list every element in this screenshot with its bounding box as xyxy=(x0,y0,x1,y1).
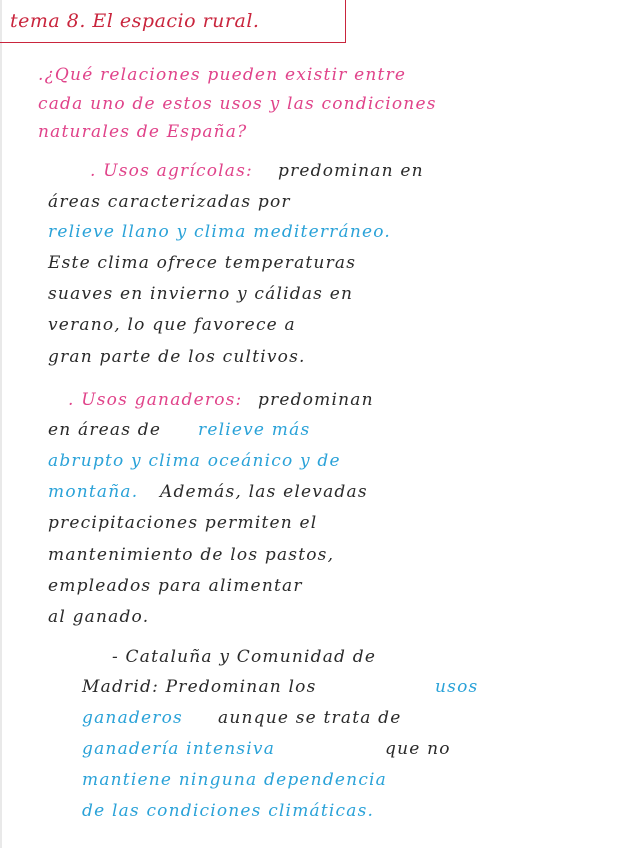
agricolas-line-1: predominan en xyxy=(278,161,424,181)
ganaderos-line-4a: montaña. xyxy=(48,482,139,502)
question-line-2: cada uno de estos usos y las condiciones xyxy=(38,94,437,114)
ganaderos-line-3: abrupto y clima oceánico y de xyxy=(48,451,341,471)
agricolas-line-7: gran parte de los cultivos. xyxy=(48,347,306,367)
cataluna-line-4b: que no xyxy=(385,739,451,759)
ganaderos-line-2a: en áreas de xyxy=(48,420,162,440)
ganaderos-line-4b: Además, las elevadas xyxy=(160,482,368,502)
cataluna-line-5: mantiene ninguna dependencia xyxy=(82,770,388,790)
cataluna-line-4a: ganadería intensiva xyxy=(82,739,276,759)
ganaderos-line-6: mantenimiento de los pastos, xyxy=(48,545,335,565)
question-line-3: naturales de España? xyxy=(38,122,248,142)
cataluna-line-2b: usos xyxy=(435,677,479,697)
agricolas-heading: . Usos agrícolas: xyxy=(90,161,253,181)
ganaderos-heading: . Usos ganaderos: xyxy=(68,390,243,410)
cataluna-line-3b: aunque se trata de xyxy=(218,708,402,728)
cataluna-line-2a: Madrid: Predominan los xyxy=(82,677,317,697)
ganaderos-line-8: al ganado. xyxy=(48,607,150,627)
agricolas-line-4: Este clima ofrece temperaturas xyxy=(48,253,357,273)
cataluna-line-6: de las condiciones climáticas. xyxy=(82,801,375,821)
scan-edge xyxy=(0,0,2,848)
cataluna-line-3a: ganaderos xyxy=(82,708,183,728)
question-line-1: .¿Qué relaciones pueden existir entre xyxy=(38,65,407,85)
page-title: tema 8. El espacio rural. xyxy=(10,10,260,32)
ganaderos-line-5: precipitaciones permiten el xyxy=(48,513,318,533)
agricolas-line-3: relieve llano y clima mediterráneo. xyxy=(48,222,391,242)
agricolas-line-6: verano, lo que favorece a xyxy=(48,315,296,335)
title-box xyxy=(0,0,346,43)
ganaderos-line-2b: relieve más xyxy=(198,420,311,440)
agricolas-line-5: suaves en invierno y cálidas en xyxy=(48,284,354,304)
ganaderos-line-1: predominan xyxy=(258,390,374,410)
ganaderos-line-7: empleados para alimentar xyxy=(48,576,303,596)
cataluna-line-1: - Cataluña y Comunidad de xyxy=(112,647,377,667)
agricolas-line-2: áreas caracterizadas por xyxy=(48,192,291,212)
